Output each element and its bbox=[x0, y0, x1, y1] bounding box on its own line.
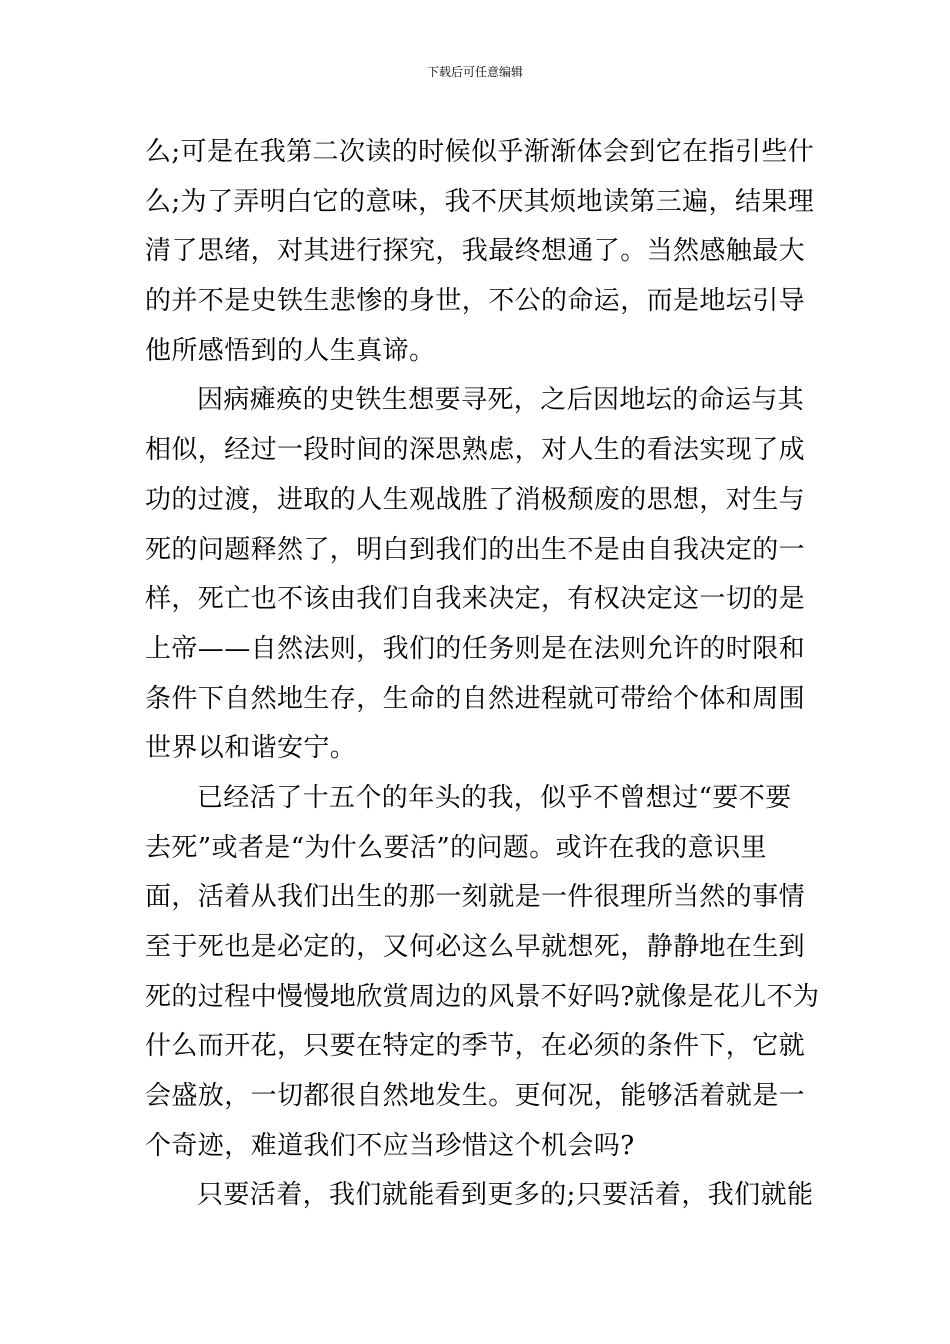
document-body bbox=[145, 128, 820, 1221]
text-line: 至于死也是必定的，又何必这么早就想死，静静地在生到 bbox=[145, 932, 806, 962]
paragraph-first-line: 已经活了十五个的年头的我，似乎不曾想过“要不要 bbox=[197, 782, 792, 813]
text-line: 什么而开花，只要在特定的季节，在必须的条件下，它就 bbox=[145, 1031, 806, 1062]
text-line: 清了思绪，对其进行探究，我最终想通了。当然感触最大 bbox=[145, 236, 806, 267]
text-line: 么;为了弄明白它的意味，我不厌其烦地读第三遍，结果理 bbox=[145, 186, 815, 217]
text-line: 世界以和谐安宁。 bbox=[145, 733, 357, 764]
text-line: 条件下自然地生存，生命的自然进程就可带给个体和周围 bbox=[145, 683, 806, 714]
text-line: 去死”或者是“为什么要活”的问题。或许在我的意识里 bbox=[145, 832, 767, 863]
text-line: 面，活着从我们出生的那一刻就是一件很理所当然的事情 bbox=[145, 882, 806, 913]
text-line: 死的过程中慢慢地欣赏周边的风景不好吗?就像是花儿不为 bbox=[145, 981, 820, 1012]
paragraph-first-line: 只要活着，我们就能看到更多的;只要活着，我们就能 bbox=[197, 1180, 814, 1211]
text-line: 个奇迹，难道我们不应当珍惜这个机会吗? bbox=[145, 1130, 635, 1161]
text-line: 上帝——自然法则，我们的任务则是在法则允许的时限和 bbox=[145, 633, 806, 664]
paragraph-first-line: 因病瘫痪的史铁生想要寻死，之后因地坛的命运与其 bbox=[197, 385, 805, 416]
text-line: 死的问题释然了，明白到我们的出生不是由自我决定的一 bbox=[145, 534, 806, 565]
text-line: 相似，经过一段时间的深思熟虑，对人生的看法实现了成 bbox=[145, 435, 806, 466]
text-line: 会盛放，一切都很自然地发生。更何况，能够活着就是一 bbox=[145, 1081, 806, 1112]
text-line: 功的过渡，进取的人生观战胜了消极颓废的思想，对生与 bbox=[145, 484, 806, 515]
page-header: 下载后可任意编辑 bbox=[426, 65, 523, 79]
text-line: 样，死亡也不该由我们自我来决定，有权决定这一切的是 bbox=[145, 584, 806, 615]
text-line: 的并不是史铁生悲惨的身世，不公的命运，而是地坛引导 bbox=[145, 286, 806, 317]
text-line: 么;可是在我第二次读的时候似乎渐渐体会到它在指引些什 bbox=[145, 137, 815, 167]
text-line: 他所感悟到的人生真谛。 bbox=[145, 335, 436, 366]
